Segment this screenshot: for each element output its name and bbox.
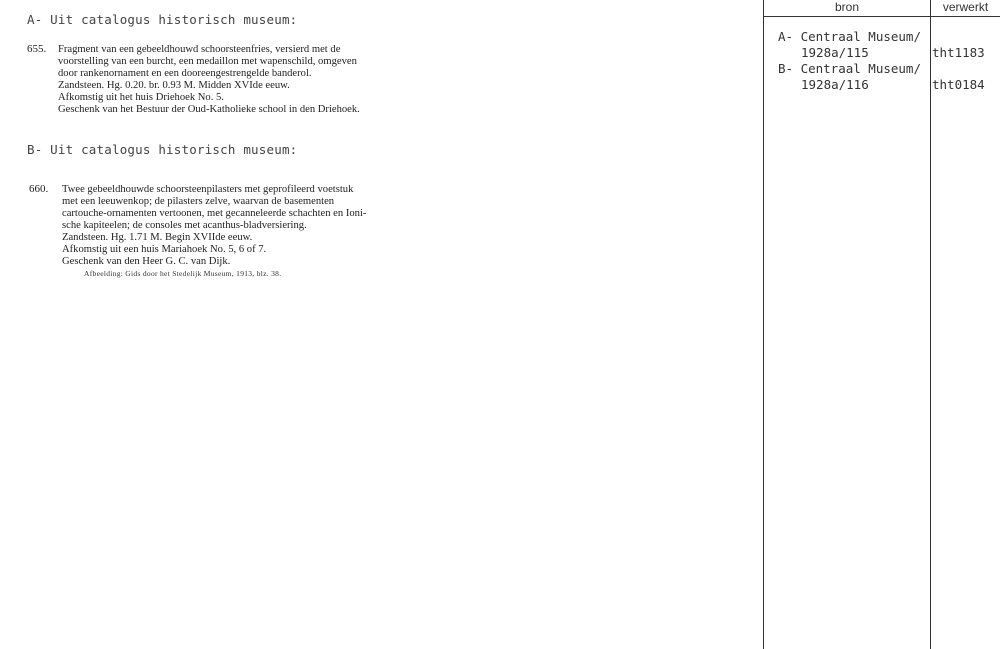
entry-text-line: Afkomstig uit het huis Driehoek No. 5.	[58, 92, 224, 103]
entry-text-line: Geschenk van den Heer G. C. van Dijk.	[62, 256, 231, 267]
processed-reference: tht1183	[932, 45, 985, 60]
entry-number: 655.	[27, 43, 47, 55]
section-b-heading: B- Uit catalogus historisch museum:	[27, 142, 298, 157]
entry-text-line: cartouche-ornamenten vertoonen, met gecanneleerde schachten en Ioni-	[62, 208, 367, 219]
source-line: A- Centraal Museum/	[778, 29, 921, 44]
section-a-heading: A- Uit catalogus historisch museum:	[27, 12, 298, 27]
entry-text-line: voorstelling van een burcht, een medaillon met wapenschild, omgeven	[58, 56, 357, 67]
entry-text-line: Twee gebeeldhouwde schoorsteenpilasters met geprofileerd voetstuk	[62, 184, 354, 195]
source-line: 1928a/116	[801, 77, 869, 92]
entry-text-line: Geschenk van het Bestuur der Oud-Katholieke school in den Driehoek.	[58, 104, 360, 115]
entry-number: 660.	[29, 183, 49, 195]
grid-vertical-line-left	[763, 0, 764, 649]
image-caption: Afbeelding: Gids door het Stedelijk Museum, 1913, blz. 38.	[84, 269, 282, 278]
processed-reference: tht0184	[932, 77, 985, 92]
entry-text-line: door rankenornament en een dooreengestrengelde banderol.	[58, 68, 312, 79]
source-line: 1928a/115	[801, 45, 869, 60]
column-header-verwerkt: verwerkt	[942, 0, 989, 14]
entry-text-line: met een leeuwenkop; de pilasters zelve, waarvan de basementen	[62, 196, 335, 207]
entry-text-line: Zandsteen. Hg. 1.71 M. Begin XVIIde eeuw.	[62, 232, 253, 243]
entry-text-line: Zandsteen. Hg. 0.20. br. 0.93 M. Midden XVIde eeuw.	[58, 80, 290, 91]
grid-vertical-line-middle	[930, 0, 931, 649]
entry-text-line: Afkomstig uit een huis Mariahoek No. 5, 6 of 7.	[62, 244, 267, 255]
grid-header-rule	[763, 16, 1000, 17]
entry-text-line: Fragment van een gebeeldhouwd schoorsteenfries, versierd met de	[58, 44, 341, 55]
column-header-bron: bron	[834, 0, 860, 14]
source-line: B- Centraal Museum/	[778, 61, 921, 76]
entry-text-line: sche kapiteelen; de consoles met acanthus-bladversiering.	[62, 220, 307, 231]
